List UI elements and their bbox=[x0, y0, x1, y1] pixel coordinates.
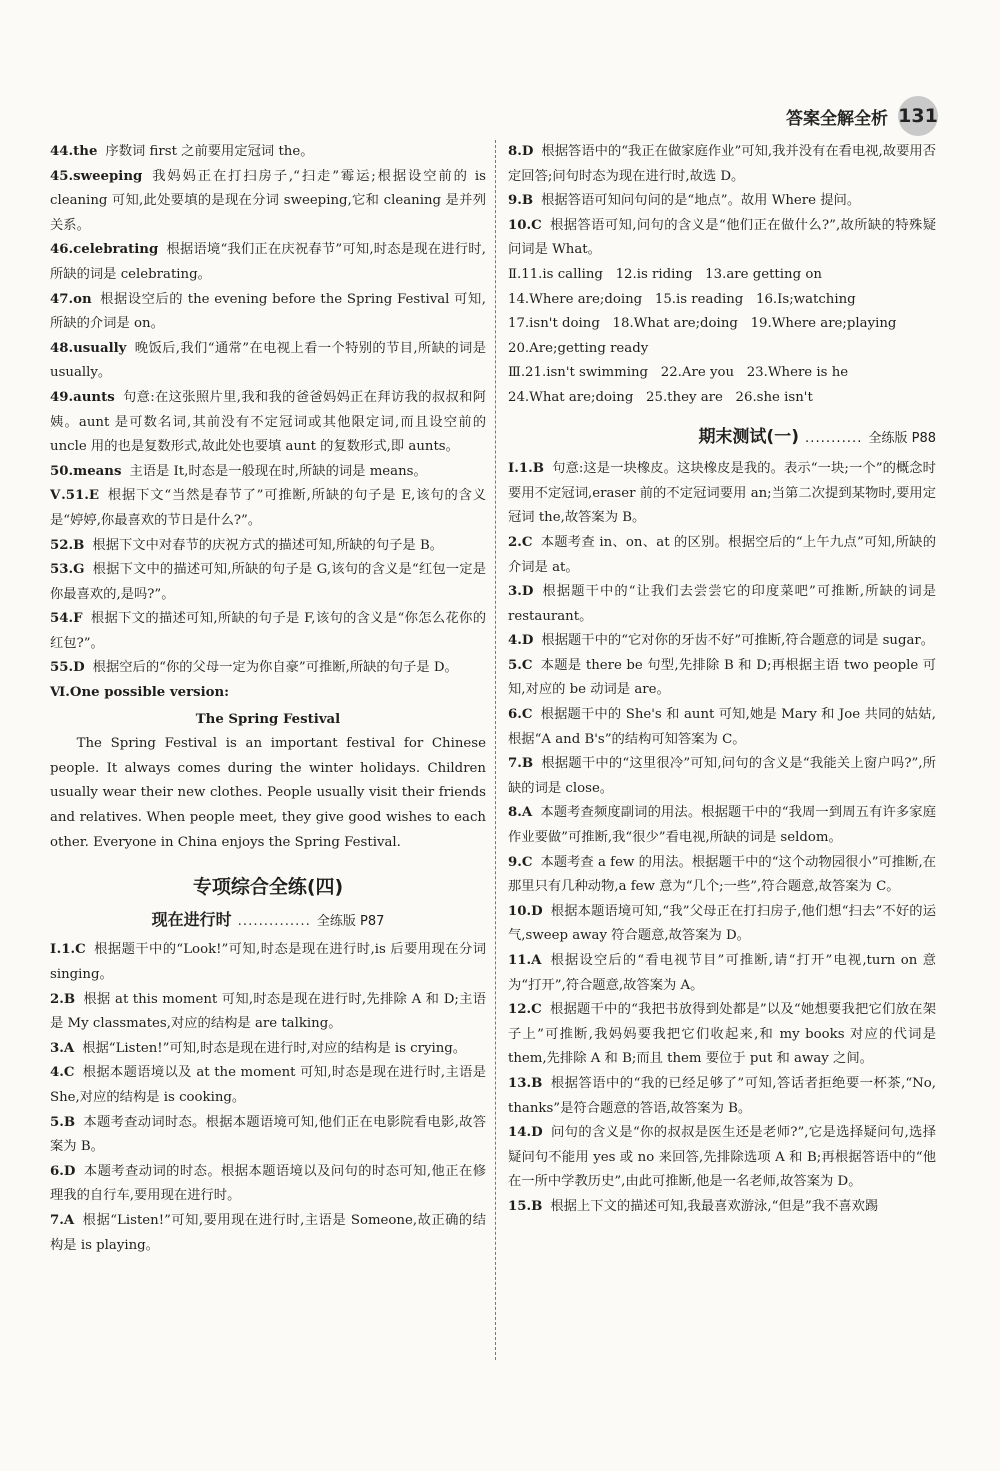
answer-explanation: 主语是 It,时态是一般现在时,所缺的词是 means。 bbox=[129, 463, 427, 479]
essay-body: The Spring Festival is an important festival for Chinese people. It always comes during the winter holidays. Children usually wear their new clothes. People usually visit their friends and relatives. When people meet, they give good wishes to each other. Everyone in China enjoys the Spring Festival. bbox=[50, 736, 486, 850]
answer-explanation: 句意:在这张照片里,我和我的爸爸妈妈正在拜访我的叔叔和阿姨。aunt 是可数名词,其前没有不定冠词或其他限定词,而且设空前的 uncle 用的也是复数形式,故此处也要填 aunt 的复数形式,即 aunts。 bbox=[50, 389, 486, 455]
answer-label: 54.F bbox=[50, 611, 83, 627]
fill-answer-line: 20.Are;getting ready bbox=[508, 340, 649, 356]
answer-item bbox=[508, 1072, 936, 1121]
essay-label: Ⅵ.One possible version: bbox=[50, 685, 230, 701]
answer-item bbox=[50, 1209, 486, 1258]
answer-label: 10.D bbox=[508, 903, 543, 919]
answer-item bbox=[50, 460, 486, 485]
answer-explanation: 根据设空后的 the evening before the Spring Festival 可知,所缺的介词是 on。 bbox=[50, 291, 486, 332]
answer-explanation: 我妈妈正在打扫房子,“扫走”霉运;根据设空前的 is cleaning 可知,此处要填的是现在分词 sweeping,它和 cleaning 是并列关系。 bbox=[50, 168, 486, 233]
fill-answer-line: Ⅱ.11.is calling 12.is riding 13.are getting on bbox=[508, 266, 822, 282]
answer-explanation: 根据题干中的“让我们去尝尝它的印度菜吧”可推断,所缺的词是 restaurant。 bbox=[508, 584, 936, 624]
answer-label: 7.A bbox=[50, 1212, 75, 1228]
answer-explanation: 根据题干中的“这里很冷”可知,问句的含义是“我能关上窗户吗?”,所缺的词是 close。 bbox=[508, 756, 936, 796]
answer-explanation: 晚饭后,我们“通常”在电视上看一个特别的节目,所缺的词是 usually。 bbox=[50, 340, 486, 381]
answer-label: 48.usually bbox=[50, 340, 127, 356]
answer-explanation: 根据题干中的 She's 和 aunt 可知,她是 Mary 和 Joe 共同的姑姑,根据“A and B's”的结构可知答案为 C。 bbox=[508, 707, 936, 747]
answer-item bbox=[50, 238, 486, 287]
answer-item bbox=[50, 607, 486, 656]
sub-title: 期末测试(一) bbox=[698, 426, 799, 447]
answer-item bbox=[508, 457, 936, 531]
sub-title: 现在进行时 bbox=[151, 909, 232, 929]
answer-label: 11.A bbox=[508, 953, 542, 968]
answer-explanation: 根据“Listen!”可知,时态是现在进行时,对应的结构是 is crying。 bbox=[82, 1040, 467, 1056]
answer-label: 4.D bbox=[508, 633, 534, 649]
answer-item bbox=[508, 629, 936, 654]
essay-title: The Spring Festival bbox=[195, 711, 341, 727]
answer-explanation: 根据“Listen!”可知,要用现在进行时,主语是 Someone,故正确的结构是 is playing。 bbox=[50, 1212, 486, 1253]
answer-item bbox=[508, 752, 936, 801]
answer-explanation: 根据上下文的描述可知,我最喜欢游泳,“但是”我不喜欢踢 bbox=[550, 1198, 879, 1214]
answer-label: 49.aunts bbox=[50, 389, 115, 405]
answer-label: Ⅰ.1.B bbox=[508, 461, 545, 477]
answer-explanation: 根据 at this moment 可知,时态是现在进行时,先排除 A 和 D;主语是 My classmates,对应的结构是 are talking。 bbox=[50, 991, 486, 1032]
answer-explanation: 根据题干中的“我把书放得到处都是”以及“她想要我把它们放在架子上”可推断,我妈妈要我把它们收起来,和 my books 对应的代词是 them,先排除 A 和 B;而且 them 要位于 put 和 away 之间。 bbox=[508, 1002, 936, 1067]
answer-item bbox=[508, 801, 936, 850]
answer-explanation: 根据语境“我们正在庆祝春节”可知,时态是现在进行时,所缺的词是 celebrating。 bbox=[50, 242, 486, 282]
answer-item bbox=[50, 558, 486, 607]
header-title: 答案全解全析 bbox=[786, 108, 888, 129]
answer-label: 6.C bbox=[508, 707, 533, 723]
answer-explanation: 本题考查 in、on、at 的区别。根据空后的“上午九点”可知,所缺的介词是 at。 bbox=[508, 534, 936, 575]
page-ref: 全练版 P87 bbox=[316, 913, 385, 929]
fill-answer-line: 17.isn't doing 18.What are;doing 19.Where are;playing bbox=[508, 316, 897, 332]
answer-item bbox=[50, 140, 486, 165]
answer-item bbox=[508, 703, 936, 752]
answer-explanation: 根据下文“当然是春节了”可推断,所缺的句子是 E,该句的含义是“婷婷,你最喜欢的节日是什么?”。 bbox=[50, 488, 487, 528]
answer-label: 4.C bbox=[50, 1065, 75, 1081]
answer-label: 5.C bbox=[508, 657, 533, 673]
answer-explanation: 本题是 there be 句型,先排除 B 和 D;再根据主语 two people 可知,对应的 be 动词是 are。 bbox=[508, 657, 936, 698]
answer-item bbox=[50, 1160, 486, 1209]
answer-label: 52.B bbox=[50, 537, 85, 553]
answer-item bbox=[50, 288, 486, 337]
answer-label: 46.celebrating bbox=[50, 242, 159, 258]
answer-label: 44.the bbox=[50, 144, 98, 159]
leader-dots: ........... bbox=[804, 430, 863, 446]
answer-item bbox=[508, 949, 936, 998]
answer-item bbox=[50, 1037, 486, 1062]
column-divider bbox=[495, 140, 496, 1360]
answer-item bbox=[508, 1121, 936, 1195]
answer-explanation: 根据答语中的“我的已经足够了”可知,答话者拒绝要一杯茶,“No, thanks”是符合题意的答语,故答案为 B。 bbox=[508, 1075, 936, 1116]
answer-item bbox=[508, 900, 936, 949]
answer-label: 9.C bbox=[508, 854, 533, 870]
answer-explanation: 根据题干中的“它对你的牙齿不好”可推断,符合题意的词是 sugar。 bbox=[541, 633, 935, 649]
answer-explanation: 句意:这是一块橡皮。这块橡皮是我的。表示“一块;一个”的概念时要用不定冠词,eraser 前的不定冠词要用 an;当第二次提到某物时,要用定冠词 the,故答案为 B。 bbox=[508, 461, 936, 526]
answer-explanation: 根据下文中对春节的庆祝方式的描述可知,所缺的句子是 B。 bbox=[92, 537, 444, 553]
answer-item bbox=[50, 1061, 486, 1110]
answer-explanation: 问句的含义是“你的叔叔是医生还是老师?”,它是选择疑问句,选择疑问句不能用 yes 或 no 来回答,先排除选项 A 和 B;再根据答语中的“他在一所中学教历史”,由此可推断,他是一名老师,故答案为 D。 bbox=[508, 1125, 936, 1190]
answer-label: 12.C bbox=[508, 1002, 542, 1018]
answer-explanation: 本题考查 a few 的用法。根据题干中的“这个动物园很小”可推断,在那里只有几种动物,a few 意为“几个;一些”,符合题意,故答案为 C。 bbox=[508, 854, 936, 895]
answer-label: 55.D bbox=[50, 660, 85, 676]
answer-label: 8.A bbox=[508, 805, 533, 821]
answer-explanation: 本题考查频度副词的用法。根据题干中的“我周一到周五有许多家庭作业要做”可推断,我“很少”看电视,所缺的词是 seldom。 bbox=[508, 805, 936, 846]
answer-label: 6.D bbox=[50, 1163, 76, 1179]
fill-answer-line: 24.What are;doing 25.they are 26.she isn't bbox=[508, 389, 813, 405]
answer-item bbox=[50, 656, 486, 681]
answer-item bbox=[508, 1195, 936, 1220]
page-number: 131 bbox=[898, 96, 938, 136]
answer-explanation: 根据空后的“你的父母一定为你自豪”可推断,所缺的句子是 D。 bbox=[92, 660, 458, 676]
fill-answer-line: Ⅲ.21.isn't swimming 22.Are you 23.Where is he bbox=[508, 365, 849, 381]
answer-item bbox=[50, 165, 486, 239]
answer-explanation: 根据答语可知,问句的含义是“他们正在做什么?”,故所缺的特殊疑问词是 What。 bbox=[508, 217, 936, 258]
answer-label: 15.B bbox=[508, 1198, 543, 1214]
answer-label: 10.C bbox=[508, 217, 542, 233]
leader-dots: .............. bbox=[237, 913, 311, 929]
answer-item bbox=[508, 851, 936, 900]
answer-explanation: 根据本题语境可知,“我”父母正在打扫房子,他们想“扫去”不好的运气,sweep away 符合题意,故答案为 D。 bbox=[508, 903, 936, 944]
answer-item bbox=[508, 654, 936, 703]
answer-label: 3.A bbox=[50, 1040, 75, 1056]
answer-label: 50.means bbox=[50, 463, 122, 479]
answer-label: 45.sweeping bbox=[50, 168, 143, 184]
answer-label: 47.on bbox=[50, 291, 92, 307]
answer-item bbox=[508, 531, 936, 580]
left-column bbox=[50, 140, 486, 1258]
fill-answer-line: 14.Where are;doing 15.is reading 16.Is;watching bbox=[508, 291, 856, 307]
answer-explanation: 根据答语可知问句问的是“地点”。故用 Where 提问。 bbox=[541, 193, 861, 209]
answer-label: Ⅴ.51.E bbox=[50, 488, 100, 504]
answer-label: 8.D bbox=[508, 144, 534, 159]
answer-label: 13.B bbox=[508, 1075, 543, 1091]
answer-explanation: 序数词 first 之前要用定冠词 the。 bbox=[105, 144, 314, 159]
answer-item bbox=[508, 998, 936, 1072]
answer-label: 9.B bbox=[508, 193, 534, 209]
answer-explanation: 根据答语中的“我正在做家庭作业”可知,我并没有在看电视,故要用否定回答;问句时态为现在进行时,故选 D。 bbox=[508, 144, 936, 184]
answer-label: 2.C bbox=[508, 534, 533, 550]
answer-explanation: 根据下文的描述可知,所缺的句子是 F,该句的含义是“你怎么花你的红包?”。 bbox=[50, 611, 486, 651]
answer-item bbox=[50, 1111, 486, 1160]
answer-item bbox=[508, 140, 936, 189]
page-header bbox=[786, 96, 938, 136]
answer-item bbox=[50, 938, 486, 987]
answer-item bbox=[50, 386, 486, 460]
answer-label: 2.B bbox=[50, 991, 76, 1007]
answer-label: 53.G bbox=[50, 562, 85, 578]
answer-explanation: 根据下文中的描述可知,所缺的句子是 G,该句的含义是“红包一定是你最喜欢的,是吗?”。 bbox=[50, 562, 486, 602]
sub-header-final-test bbox=[508, 425, 936, 452]
answer-label: Ⅰ.1.C bbox=[50, 942, 86, 958]
answer-explanation: 根据题干中的“Look!”可知,时态是现在进行时,is 后要用现在分词 singing。 bbox=[50, 942, 486, 982]
answer-explanation: 本题考查动词时态。根据本题语境可知,他们正在电影院看电影,故答案为 B。 bbox=[50, 1114, 486, 1155]
right-column bbox=[508, 140, 936, 1220]
answer-label: 7.B bbox=[508, 756, 534, 772]
answer-label: 5.B bbox=[50, 1114, 76, 1130]
answer-item bbox=[508, 214, 936, 263]
answer-label: 14.D bbox=[508, 1125, 543, 1141]
answer-explanation: 根据本题语境以及 at the moment 可知,时态是现在进行时,主语是 She,对应的结构是 is cooking。 bbox=[50, 1065, 486, 1105]
answer-item bbox=[508, 580, 936, 629]
answer-label: 3.D bbox=[508, 584, 534, 600]
answer-item bbox=[50, 484, 486, 533]
page-ref: 全练版 P88 bbox=[868, 430, 936, 446]
section-title: 专项综合全练(四) bbox=[192, 876, 344, 899]
answer-explanation: 本题考查动词的时态。根据本题语境以及问句的时态可知,他正在修理我的自行车,要用现在进行时。 bbox=[50, 1163, 486, 1204]
answer-item bbox=[508, 189, 936, 214]
answer-item bbox=[50, 988, 486, 1037]
answer-item bbox=[50, 534, 486, 559]
answer-item bbox=[50, 337, 486, 386]
sub-header-present-progressive bbox=[50, 908, 486, 935]
answer-explanation: 根据设空后的“看电视节目”可推断,请“打开”电视,turn on 意为“打开”,符合题意,故答案为 A。 bbox=[508, 953, 936, 993]
